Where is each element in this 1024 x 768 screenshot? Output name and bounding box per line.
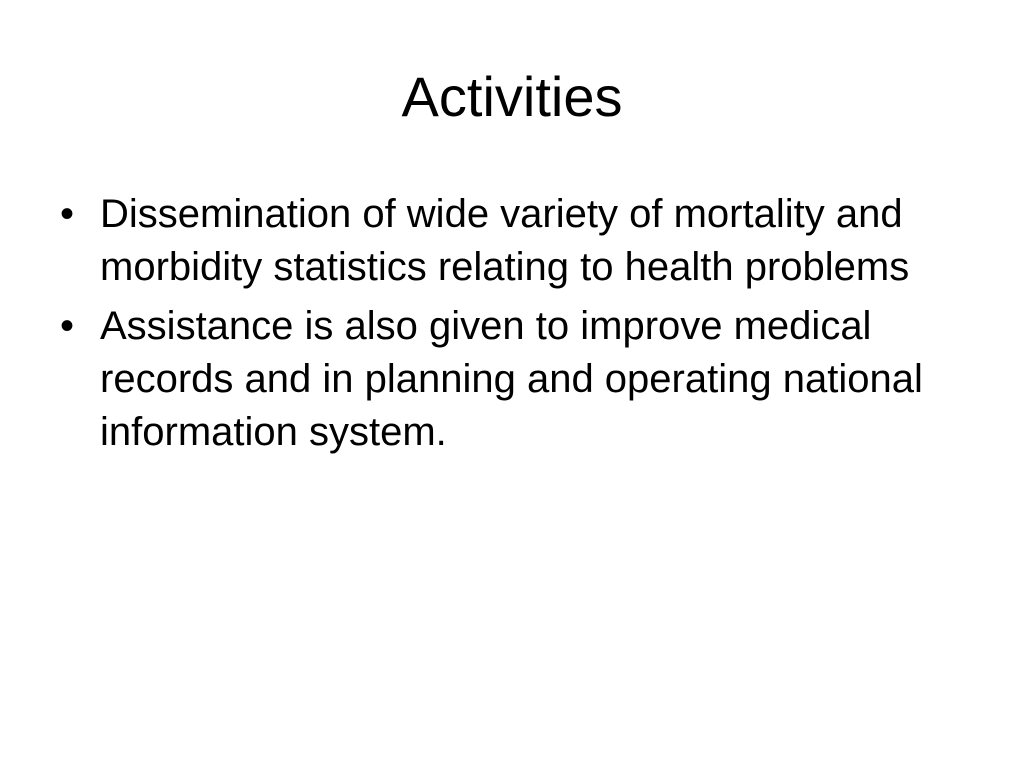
bullet-item [60, 300, 960, 459]
bullet-text: Dissemination of wide variety of mortality and morbidity statistics relating to health problems [100, 192, 910, 289]
bullet-list [60, 188, 960, 465]
bullet-text: Assistance is also given to improve medical records and in planning and operating national information system. [100, 304, 923, 454]
bullet-marker-icon: • [60, 304, 75, 348]
bullet-marker-icon: • [60, 192, 75, 236]
slide-title: Activities [401, 65, 623, 128]
bullet-item [60, 188, 960, 294]
